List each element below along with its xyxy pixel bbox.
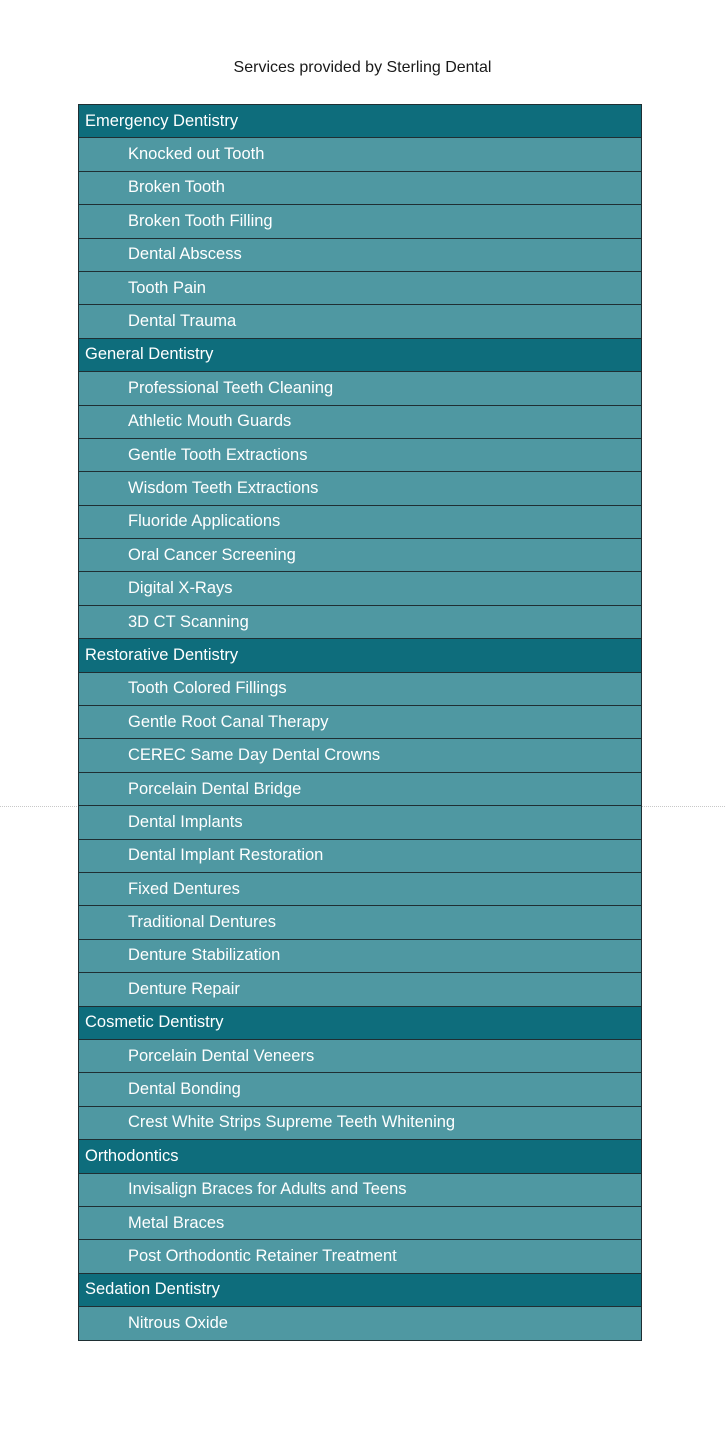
- service-row[interactable]: [79, 1174, 641, 1207]
- service-label: Dental Implant Restoration: [128, 846, 324, 865]
- service-row[interactable]: [79, 472, 641, 505]
- service-label: Dental Bonding: [128, 1080, 241, 1099]
- service-label: Porcelain Dental Bridge: [128, 779, 302, 798]
- category-row[interactable]: [79, 1274, 641, 1307]
- service-row[interactable]: [79, 305, 641, 338]
- service-label: Tooth Colored Fillings: [128, 679, 287, 698]
- category-label: General Dentistry: [85, 345, 214, 364]
- service-label: Porcelain Dental Veneers: [128, 1046, 315, 1065]
- service-row[interactable]: [79, 673, 641, 706]
- service-row[interactable]: [79, 372, 641, 405]
- service-row[interactable]: [79, 1240, 641, 1273]
- service-label: Athletic Mouth Guards: [128, 412, 292, 431]
- service-label: Dental Abscess: [128, 245, 242, 264]
- service-label: Gentle Root Canal Therapy: [128, 712, 329, 731]
- service-row[interactable]: [79, 506, 641, 539]
- services-table: [78, 104, 642, 1341]
- service-row[interactable]: [79, 1307, 641, 1340]
- service-label: Professional Teeth Cleaning: [128, 378, 334, 397]
- service-label: Denture Stabilization: [128, 946, 281, 965]
- service-label: Gentle Tooth Extractions: [128, 445, 308, 464]
- service-row[interactable]: [79, 1107, 641, 1140]
- service-row[interactable]: [79, 840, 641, 873]
- service-label: Dental Implants: [128, 812, 243, 831]
- category-row[interactable]: [79, 339, 641, 372]
- service-row[interactable]: [79, 906, 641, 939]
- service-label: Digital X-Rays: [128, 579, 233, 598]
- service-label: Nitrous Oxide: [128, 1314, 228, 1333]
- service-row[interactable]: [79, 973, 641, 1006]
- service-row[interactable]: [79, 739, 641, 772]
- category-label: Orthodontics: [85, 1146, 179, 1165]
- service-label: Invisalign Braces for Adults and Teens: [128, 1180, 407, 1199]
- service-row[interactable]: [79, 205, 641, 238]
- page-title: Services provided by Sterling Dental: [233, 59, 492, 76]
- service-row[interactable]: [79, 806, 641, 839]
- category-row[interactable]: [79, 105, 641, 138]
- category-row[interactable]: [79, 639, 641, 672]
- service-row[interactable]: [79, 1040, 641, 1073]
- category-label: Cosmetic Dentistry: [85, 1013, 224, 1032]
- service-label: Metal Braces: [128, 1213, 225, 1232]
- service-row[interactable]: [79, 272, 641, 305]
- service-label: 3D CT Scanning: [128, 612, 249, 631]
- service-label: Post Orthodontic Retainer Treatment: [128, 1246, 397, 1265]
- service-label: Oral Cancer Screening: [128, 545, 296, 564]
- service-label: Broken Tooth Filling: [128, 211, 273, 230]
- category-label: Emergency Dentistry: [85, 111, 239, 130]
- service-row[interactable]: [79, 706, 641, 739]
- service-row[interactable]: [79, 439, 641, 472]
- service-label: Knocked out Tooth: [128, 145, 265, 164]
- service-label: Crest White Strips Supreme Teeth Whitening: [128, 1113, 456, 1132]
- service-row[interactable]: [79, 138, 641, 171]
- service-row[interactable]: [79, 172, 641, 205]
- category-row[interactable]: [79, 1140, 641, 1173]
- service-label: Broken Tooth: [128, 178, 225, 197]
- category-row[interactable]: [79, 1007, 641, 1040]
- service-row[interactable]: [79, 1207, 641, 1240]
- service-label: Fixed Dentures: [128, 879, 240, 898]
- category-label: Sedation Dentistry: [85, 1280, 220, 1299]
- service-row[interactable]: [79, 940, 641, 973]
- service-row[interactable]: [79, 406, 641, 439]
- category-label: Restorative Dentistry: [85, 645, 239, 664]
- service-label: Fluoride Applications: [128, 512, 281, 531]
- service-row[interactable]: [79, 773, 641, 806]
- service-row[interactable]: [79, 239, 641, 272]
- service-row[interactable]: [79, 606, 641, 639]
- service-label: CEREC Same Day Dental Crowns: [128, 746, 381, 765]
- service-row[interactable]: [79, 572, 641, 605]
- service-label: Dental Trauma: [128, 312, 237, 331]
- service-label: Traditional Dentures: [128, 913, 276, 932]
- service-label: Tooth Pain: [128, 278, 206, 297]
- service-row[interactable]: [79, 1073, 641, 1106]
- service-row[interactable]: [79, 539, 641, 572]
- service-row[interactable]: [79, 873, 641, 906]
- service-label: Wisdom Teeth Extractions: [128, 478, 319, 497]
- service-label: Denture Repair: [128, 979, 240, 998]
